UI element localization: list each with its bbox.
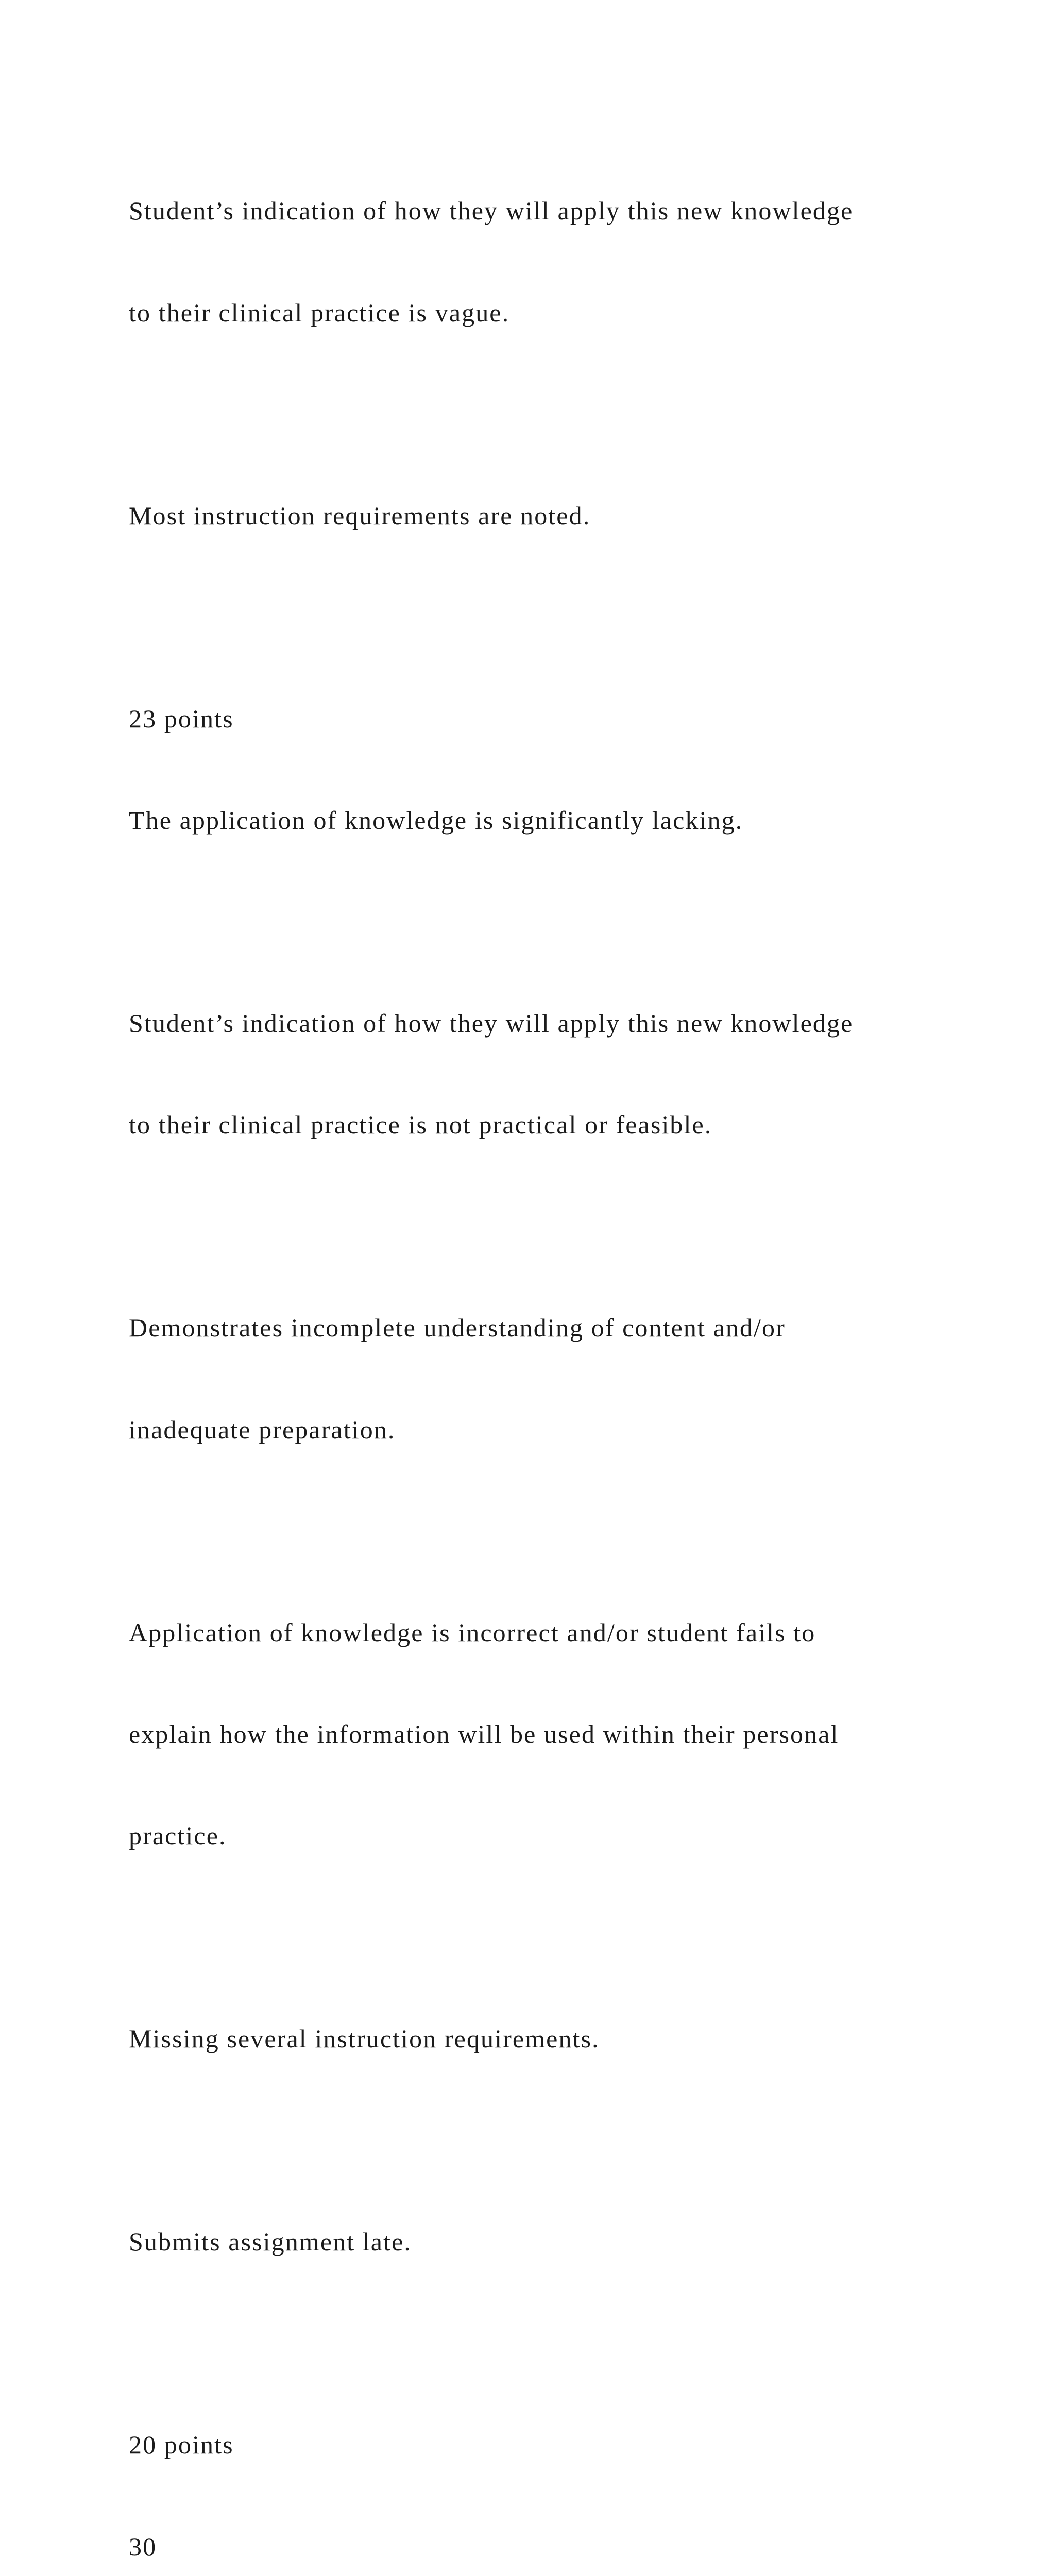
text-line: to their clinical practice is not practical or feasible. <box>129 1110 712 1140</box>
text-line: Application of knowledge is incorrect and/or student fails to <box>129 1618 816 1647</box>
points-label: 20 points <box>129 2430 234 2460</box>
text-line: to their clinical practice is vague. <box>129 298 510 327</box>
blank-line <box>129 905 1005 939</box>
text-line: Demonstrates incomplete understanding of content and/or <box>129 1313 786 1343</box>
text-line: Missing several instruction requirements. <box>129 2024 600 2054</box>
text-line: practice. <box>129 1821 227 1850</box>
blank-line <box>129 1210 1005 1244</box>
blank-line <box>129 601 1005 635</box>
text-line: Most instruction requirements are noted. <box>129 501 591 530</box>
blank-line <box>129 2327 1005 2361</box>
blank-line <box>129 1515 1005 1549</box>
points-label: 23 points <box>129 704 234 733</box>
text-line: Student’s indication of how they will apply this new knowledge <box>129 1009 854 1038</box>
text-line: Student’s indication of how they will apply this new knowledge <box>129 196 854 226</box>
blank-line <box>129 1921 1005 1955</box>
blank-line <box>129 398 1005 432</box>
document-text <box>129 127 1005 2576</box>
text-line: explain how the information will be used within their personal <box>129 1719 839 1749</box>
text-line: The application of knowledge is significantly lacking. <box>129 805 743 835</box>
blank-line <box>129 2124 1005 2158</box>
points-total: 30 <box>129 2532 157 2561</box>
text-line: inadequate preparation. <box>129 1415 396 1444</box>
text-line: Submits assignment late. <box>129 2227 412 2257</box>
